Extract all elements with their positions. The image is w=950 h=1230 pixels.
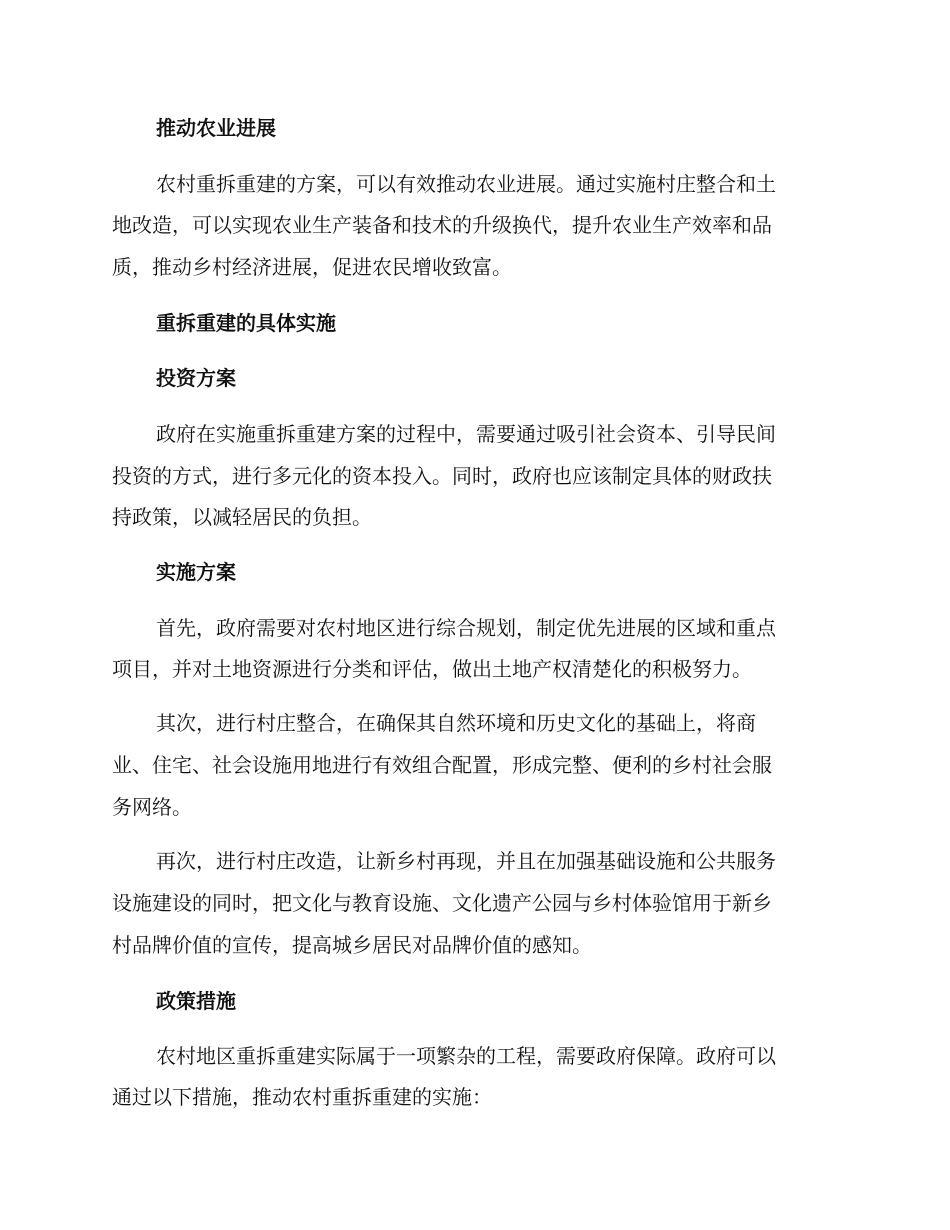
section-heading: 投资方案 <box>156 366 236 390</box>
paragraph-line: 地改造，可以实现农业生产装备和技术的升级换代，提升农业生产效率和品 <box>112 213 772 237</box>
paragraph-line: 项目，并对土地资源进行分类和评估，做出土地产权清楚化的积极努力。 <box>112 657 752 681</box>
paragraph-line: 其次，进行村庄整合，在确保其自然环境和历史文化的基础上，将商 <box>156 711 756 735</box>
section-heading: 政策措施 <box>156 989 236 1013</box>
section-heading: 推动农业进展 <box>156 116 276 140</box>
paragraph-line: 农村地区重拆重建实际属于一项繁杂的工程，需要政府保障。政府可以 <box>156 1044 776 1068</box>
paragraph-line: 再次，进行村庄改造，让新乡村再现，并且在加强基础设施和公共服务 <box>156 849 776 873</box>
paragraph-line: 质，推动乡村经济进展，促进农民增收致富。 <box>112 255 512 279</box>
paragraph-line: 通过以下措施，推动农村重拆重建的实施： <box>112 1085 492 1109</box>
paragraph-line: 业、住宅、社会设施用地进行有效组合配置，形成完整、便利的乡村社会服 <box>112 753 772 777</box>
paragraph-line: 持政策，以减轻居民的负担。 <box>112 505 372 529</box>
paragraph-line: 农村重拆重建的方案，可以有效推动农业进展。通过实施村庄整合和土 <box>156 172 776 196</box>
paragraph-line: 政府在实施重拆重建方案的过程中，需要通过吸引社会资本、引导民间 <box>156 422 776 446</box>
section-heading: 实施方案 <box>156 560 236 584</box>
paragraph-line: 投资的方式，进行多元化的资本投入。同时，政府也应该制定具体的财政扶 <box>112 464 772 488</box>
section-heading: 重拆重建的具体实施 <box>156 311 336 335</box>
paragraph-line: 首先，政府需要对农村地区进行综合规划，制定优先进展的区域和重点 <box>156 616 776 640</box>
paragraph-line: 设施建设的同时，把文化与教育设施、文化遗产公园与乡村体验馆用于新乡 <box>112 891 772 915</box>
paragraph-line: 务网络。 <box>112 795 192 819</box>
paragraph-line: 村品牌价值的宣传，提高城乡居民对品牌价值的感知。 <box>112 933 592 957</box>
